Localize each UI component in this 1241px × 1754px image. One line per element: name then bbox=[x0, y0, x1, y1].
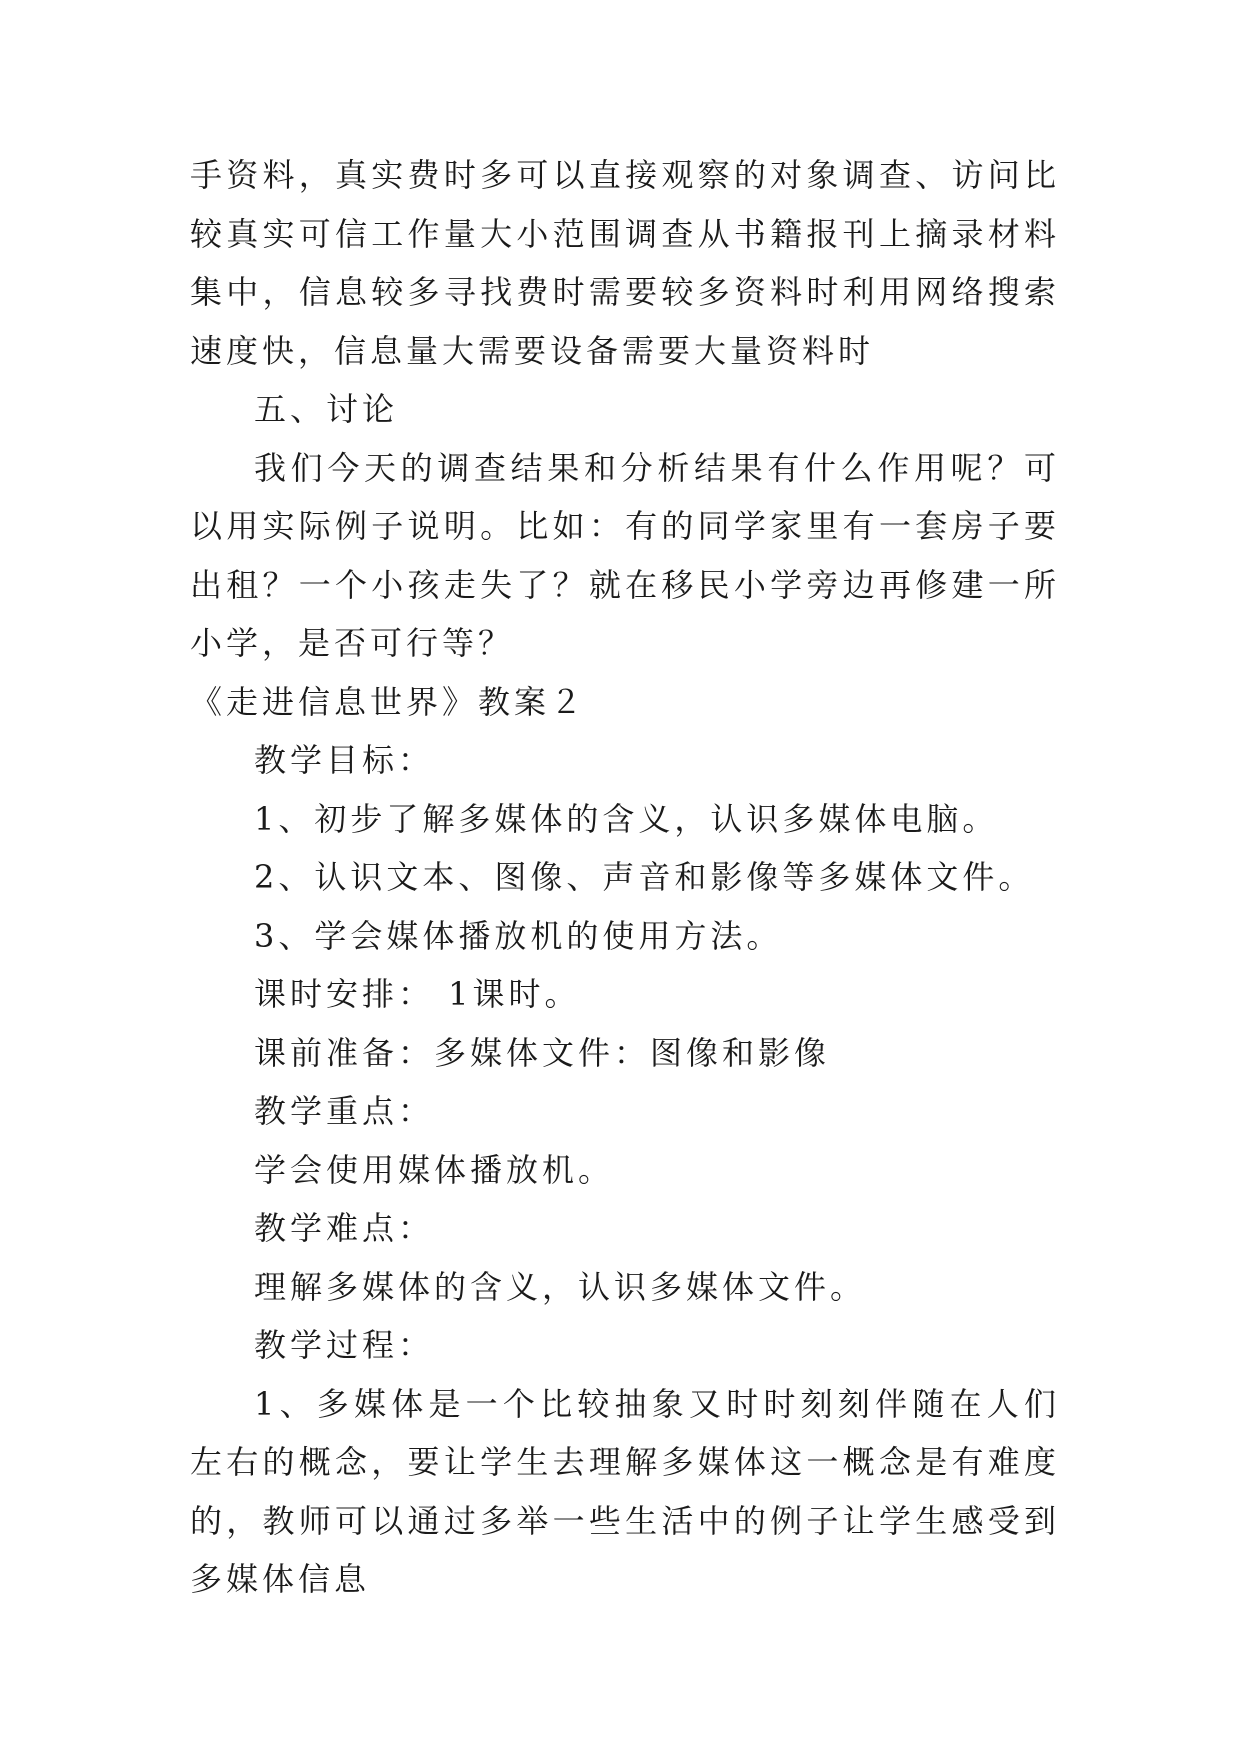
section-heading-discussion: 五、讨论 bbox=[254, 390, 399, 428]
goal-item-1: 1、初步了解多媒体的含义，认识多媒体电脑。 bbox=[254, 799, 999, 838]
difficult-points-label: 教学难点： bbox=[254, 1209, 435, 1247]
paragraph-discussion: 我们今天的调查结果和分析结果有什么作用呢？可以用实际例子说明。比如：有的同学家里有一套房子要出租？一个小孩走失了？就在移民小学旁边再修建一所小学，是否可行等？ bbox=[190, 448, 1060, 662]
goal-item-3: 3、学会媒体播放机的使用方法。 bbox=[254, 916, 783, 955]
document-body bbox=[190, 146, 1060, 1609]
difficult-points-text: 理解多媒体的含义，认识多媒体文件。 bbox=[254, 1267, 867, 1306]
paragraph-data-comparison: 手资料，真实费时多可以直接观察的对象调查、访问比较真实可信工作量大小范围调查从书籍报刊上摘录材料集中，信息较多寻找费时需要较多资料时利用网络搜索速度快，信息量大需要设备需要大量资料时 bbox=[190, 156, 1060, 370]
lesson-plan-title: 《走进信息世界》教案２ bbox=[190, 682, 587, 721]
teaching-process-label: 教学过程： bbox=[254, 1326, 435, 1364]
key-points-text: 学会使用媒体播放机。 bbox=[254, 1150, 615, 1189]
class-preparation: 课前准备：多媒体文件：图像和影像 bbox=[254, 1033, 831, 1072]
teaching-process-step-1: 1、多媒体是一个比较抽象又时时刻刻伴随在人们左右的概念，要让学生去理解多媒体这一概念是有难度的，教师可以通过多举一些生活中的例子让学生感受到多媒体信息 bbox=[190, 1384, 1060, 1598]
goal-item-2: 2、认识文本、图像、声音和影像等多媒体文件。 bbox=[254, 858, 1035, 896]
teaching-goals-label: 教学目标： bbox=[254, 741, 435, 779]
key-points-label: 教学重点： bbox=[254, 1092, 435, 1130]
class-hours: 课时安排： 1课时。 bbox=[254, 975, 581, 1013]
